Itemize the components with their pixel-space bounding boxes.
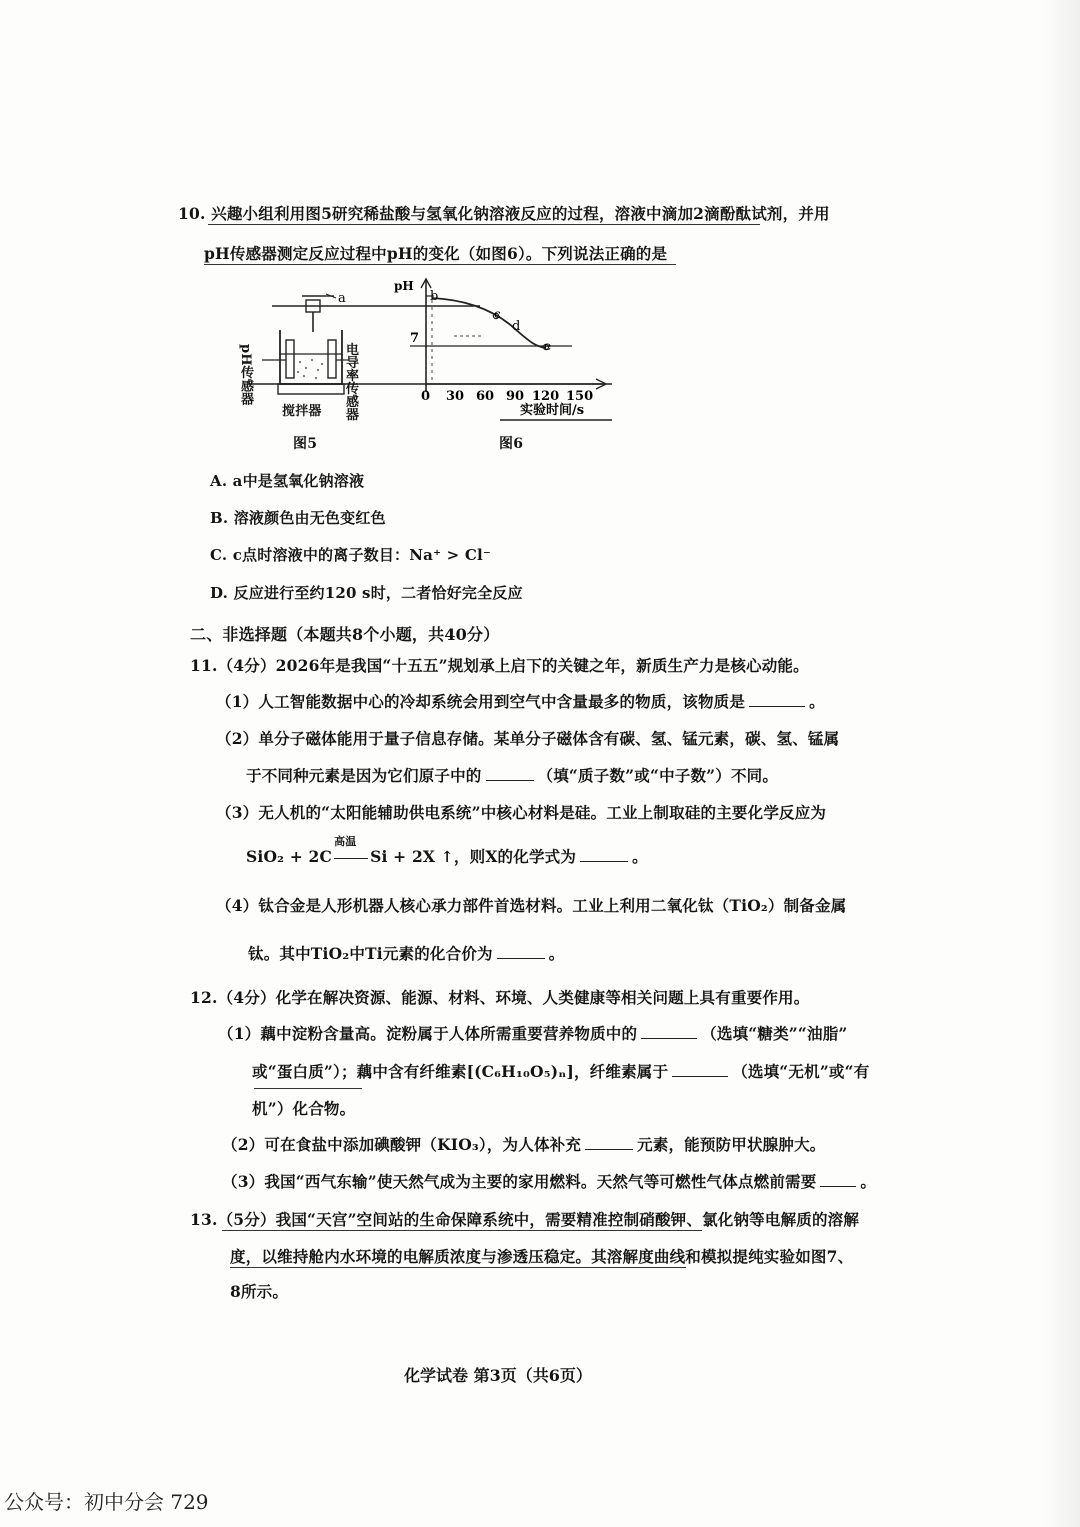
fig6-point-d: d xyxy=(512,319,521,334)
q13-stem-line3: 8所示。 xyxy=(230,1282,289,1301)
q10-option-c: C. c点时溶液中的离子数目：Na⁺ > Cl⁻ xyxy=(210,546,491,564)
q11-part2-line1: （2）单分子磁体能用于量子信息存储。某单分子磁体含有碳、氢、锰元素，碳、氢、锰属 xyxy=(216,729,840,748)
fig6-x-tick-120: 120 xyxy=(532,389,560,404)
fig6-x-tick-0: 0 xyxy=(421,389,431,404)
fig5-apparatus xyxy=(262,294,348,394)
watermark-text: 公众号：初中分会 729 xyxy=(4,1490,209,1514)
fig5-ph-sensor-label: pH传感器 xyxy=(238,344,253,406)
q10-stem-line2: pH传感器测定反应过程中pH的变化（如图6）。下列说法正确的是 xyxy=(204,244,668,263)
fig6-chart xyxy=(421,279,606,392)
page-footer: 化学试卷 第3页（共6页） xyxy=(404,1366,592,1385)
q12-part1-line2: 或“蛋白质”）；藕中含有纤维素[(C₆H₁₀O₅)ₙ]，纤维素属于 （选填“无机”或“有 xyxy=(252,1062,870,1081)
q11-part1-blank[interactable] xyxy=(749,693,805,707)
q13-underline-1 xyxy=(222,1230,702,1231)
q10-option-d: D. 反应进行至约120 s时，二者恰好完全反应 xyxy=(210,584,523,602)
fig6-point-c: c xyxy=(494,307,501,321)
q10-figures xyxy=(0,0,1080,470)
fig6-x-axis-label: 实验时间/s xyxy=(520,403,585,418)
fig6-caption: 图6 xyxy=(499,436,524,452)
fig5-conductivity-sensor-label: 电导率传感器 xyxy=(346,343,360,423)
fig6-y-tick-7: 7 xyxy=(410,331,420,346)
q13-stem-line2: 度，以维持舱内水环境的电解质浓度与渗透压稳定。其溶解度曲线和模拟提纯实验如图7、 xyxy=(230,1247,854,1266)
q12-part2-blank[interactable] xyxy=(585,1136,633,1150)
fig5-stirrer-label: 搅拌器 xyxy=(282,404,322,419)
fig6-point-b: b xyxy=(430,289,439,304)
q12-part1-blank-b[interactable] xyxy=(672,1063,728,1077)
fig6-x-tick-30: 30 xyxy=(446,389,465,404)
fig5-caption: 图5 xyxy=(293,436,318,452)
q12-part1-line3: 机”）化合物。 xyxy=(252,1099,356,1118)
q11-part4-line2: 钛。其中TiO₂中Ti元素的化合价为 。 xyxy=(248,944,565,963)
q11-part4-line1: （4）钛合金是人形机器人核心承力部件首选材料。工业上利用二氧化钛（TiO₂）制备金属 xyxy=(216,896,847,915)
q12-underline xyxy=(254,1088,362,1089)
q11-part1: （1）人工智能数据中心的冷却系统会用到空气中含量最多的物质，该物质是 。 xyxy=(216,692,825,711)
q12-part1-blank-a[interactable] xyxy=(641,1025,697,1039)
q13-underline-2 xyxy=(230,1267,686,1268)
q11-part2-blank[interactable] xyxy=(486,767,534,781)
q12-part3-blank[interactable] xyxy=(820,1173,856,1187)
fig6-point-e: e xyxy=(544,339,552,353)
section-2-heading: 二、非选择题（本题共8个小题，共40分） xyxy=(190,625,500,644)
fig5-label-a: a xyxy=(338,291,346,306)
q11-part2-line2: 于不同种元素是因为它们原子中的 （填“质子数”或“中子数”）不同。 xyxy=(246,766,779,785)
fig6-x-tick-90: 90 xyxy=(506,389,525,404)
q10-option-a: A. a中是氢氧化钠溶液 xyxy=(210,472,365,490)
q12-part3: （3）我国“西气东输”使天然气成为主要的家用燃料。天然气等可燃性气体点燃前需要 。 xyxy=(222,1172,877,1191)
q11-part4-blank[interactable] xyxy=(497,945,545,959)
q10-option-b: B. 溶液颜色由无色变红色 xyxy=(210,509,386,527)
fig6-x-tick-150: 150 xyxy=(566,389,594,404)
q11-part3-line1: （3）无人机的“太阳能辅助供电系统”中核心材料是硅。工业上制取硅的主要化学反应为 xyxy=(216,803,827,822)
q11-part3-equation: SiO₂ + 2C 高温 Si + 2X ↑，则X的化学式为 。 xyxy=(246,835,648,866)
q11-stem: 11.（4分）2026年是我国“十五五”规划承上启下的关键之年，新质生产力是核心动能。 xyxy=(190,656,809,675)
q10-stem-line1: 10. 兴趣小组利用图5研究稀盐酸与氢氧化钠溶液反应的过程，溶液中滴加2滴酚酞试剂，并用 xyxy=(178,204,830,223)
q12-part2: （2）可在食盐中添加碘酸钾（KIO₃），为人体补充 元素，能预防甲状腺肿大。 xyxy=(222,1135,826,1154)
q11-part3-blank[interactable] xyxy=(580,848,628,862)
q12-stem: 12.（4分）化学在解决资源、能源、材料、环境、人类健康等相关问题上具有重要作用。 xyxy=(190,988,810,1007)
q13-stem-line1: 13.（5分）我国“天宫”空间站的生命保障系统中，需要精准控制硝酸钾、氯化钠等电解质的溶解 xyxy=(190,1210,860,1229)
reaction-condition: 高温 xyxy=(334,835,357,848)
fig6-x-tick-60: 60 xyxy=(476,389,495,404)
fig6-y-axis-label: pH xyxy=(394,279,414,293)
q12-part1-line1: （1）藕中淀粉含量高。淀粉属于人体所需重要营养物质中的 （选填“糖类”“油脂” xyxy=(218,1024,848,1043)
